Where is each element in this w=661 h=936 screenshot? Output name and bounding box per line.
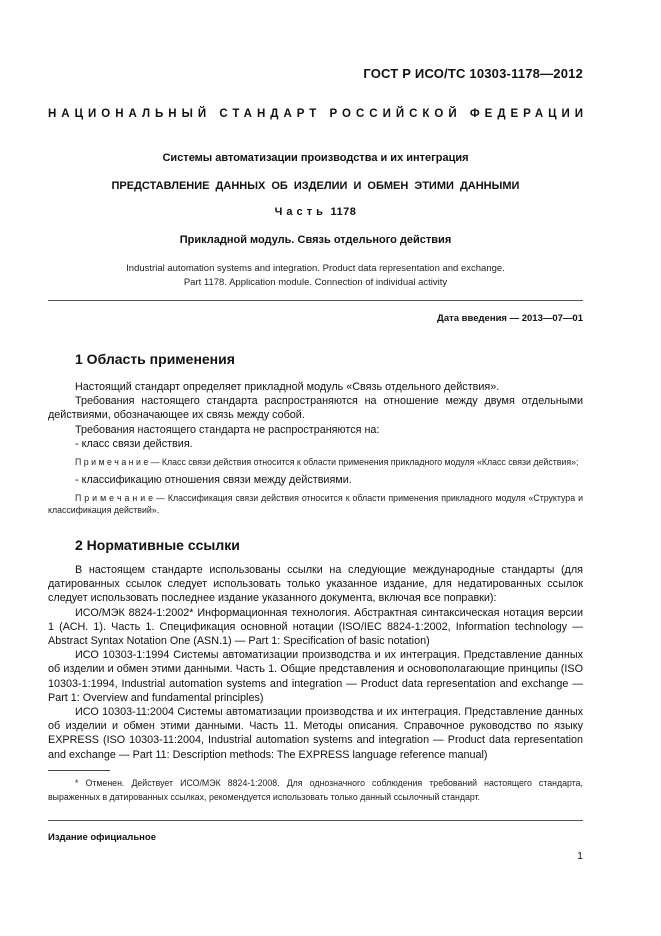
- section-1-paragraph-2: Требования настоящего стандарта распространяются на отношение между двумя отдельными действиями, обозначающее их связь между собой.: [48, 395, 583, 422]
- section-2-body: [48, 563, 583, 762]
- normative-reference-3: ИСО 10303-11:2004 Системы автоматизации производства и их интеграция. Представление данных об изделии и обмен этими данными. Часть 11. Методы описания. Справочное руководство по языку EXPRESS (ISO 10303-11:2004, Industrial automation systems and integration — Product data representation and exchange — Part 11: Description methods: The EXPRESS language reference manual): [48, 706, 583, 761]
- footnote-divider: [48, 770, 110, 771]
- part-number: Ч а с т ь 1178: [274, 206, 357, 218]
- page-number: 1: [577, 850, 583, 862]
- section-1-body: [48, 380, 583, 516]
- section-1-heading: 1 Область применения: [75, 351, 235, 367]
- section-1-list-item-2: - классификацию отношения связи между действиями.: [75, 474, 352, 487]
- footnote: * Отменен. Действует ИСО/МЭК 8824-1:2008. Для однозначного соблюдения требований настоящего стандарта, выраженных в датированных ссылках, рекомендуется использовать только данный ссылочный стандарт.: [48, 778, 583, 802]
- section-1-list-item-1: - класс связи действия.: [75, 437, 193, 450]
- section-1-note-2: П р и м е ч а н и е — Классификация связи действия относится к области применения прикладного модуля «Структура и классификация действий».: [48, 493, 583, 516]
- document-id: ГОСТ Р ИСО/ТС 10303-1178—2012: [363, 66, 583, 81]
- title-line-2: ПРЕДСТАВЛЕНИЕ ДАННЫХ ОБ ИЗДЕЛИИ И ОБМЕН ЭТИМИ ДАННЫМИ: [111, 180, 520, 192]
- normative-reference-2: ИСО 10303-1:1994 Системы автоматизации производства и их интеграция. Представление данных об изделии и обмен этими данными. Часть 1. Общие представления и основополагающие принципы (ISO 10303-1:1994, Industrial automation systems and integration — Product data representation and exchange — Part 1: Overview and fundamental principles): [48, 649, 583, 704]
- english-title-line-2: Part 1178. Application module. Connection of individual activity: [183, 277, 448, 288]
- english-title: [48, 262, 583, 290]
- section-2-paragraph-1: В настоящем стандарте использованы ссылки на следующие международные стандарты (для датированных ссылок следует использовать только указанное издание, для недатированных ссылок следует использовать последнее издание указанного документа, включая все поправки):: [48, 564, 583, 605]
- footer-divider: [48, 820, 583, 821]
- section-2-heading: 2 Нормативные ссылки: [75, 537, 240, 553]
- edition-label: Издание официальное: [48, 832, 156, 843]
- section-1-paragraph-3: Требования настоящего стандарта не распространяются на:: [75, 423, 380, 436]
- divider: [48, 300, 583, 301]
- title-line-1: Системы автоматизации производства и их интеграция: [162, 152, 469, 164]
- section-1-paragraph-1: Настоящий стандарт определяет прикладной модуль «Связь отдельного действия».: [75, 381, 500, 393]
- national-standard-banner: НАЦИОНАЛЬНЫЙ СТАНДАРТ РОССИЙСКОЙ ФЕДЕРАЦИИ: [48, 108, 589, 120]
- title-line-3: Прикладной модуль. Связь отдельного действия: [179, 234, 452, 246]
- introduction-date: Дата введения — 2013—07—01: [437, 313, 583, 324]
- normative-reference-1: ИСО/МЭК 8824-1:2002* Информационная технология. Абстрактная синтаксическая нотация версии 1 (АСН. 1). Часть 1. Спецификация основной нотации (ISO/IEC 8824-1:2002, Information technology — Abstract Syntax Notation One (ASN.1) — Part 1: Specification of basic notation): [48, 606, 583, 648]
- english-title-line-1: Industrial automation systems and integration. Product data representation and exchange.: [126, 263, 505, 274]
- section-1-note-1: П р и м е ч а н и е — Класс связи действия относится к области применения прикладного модуля «Класс связи действия»;: [75, 457, 579, 468]
